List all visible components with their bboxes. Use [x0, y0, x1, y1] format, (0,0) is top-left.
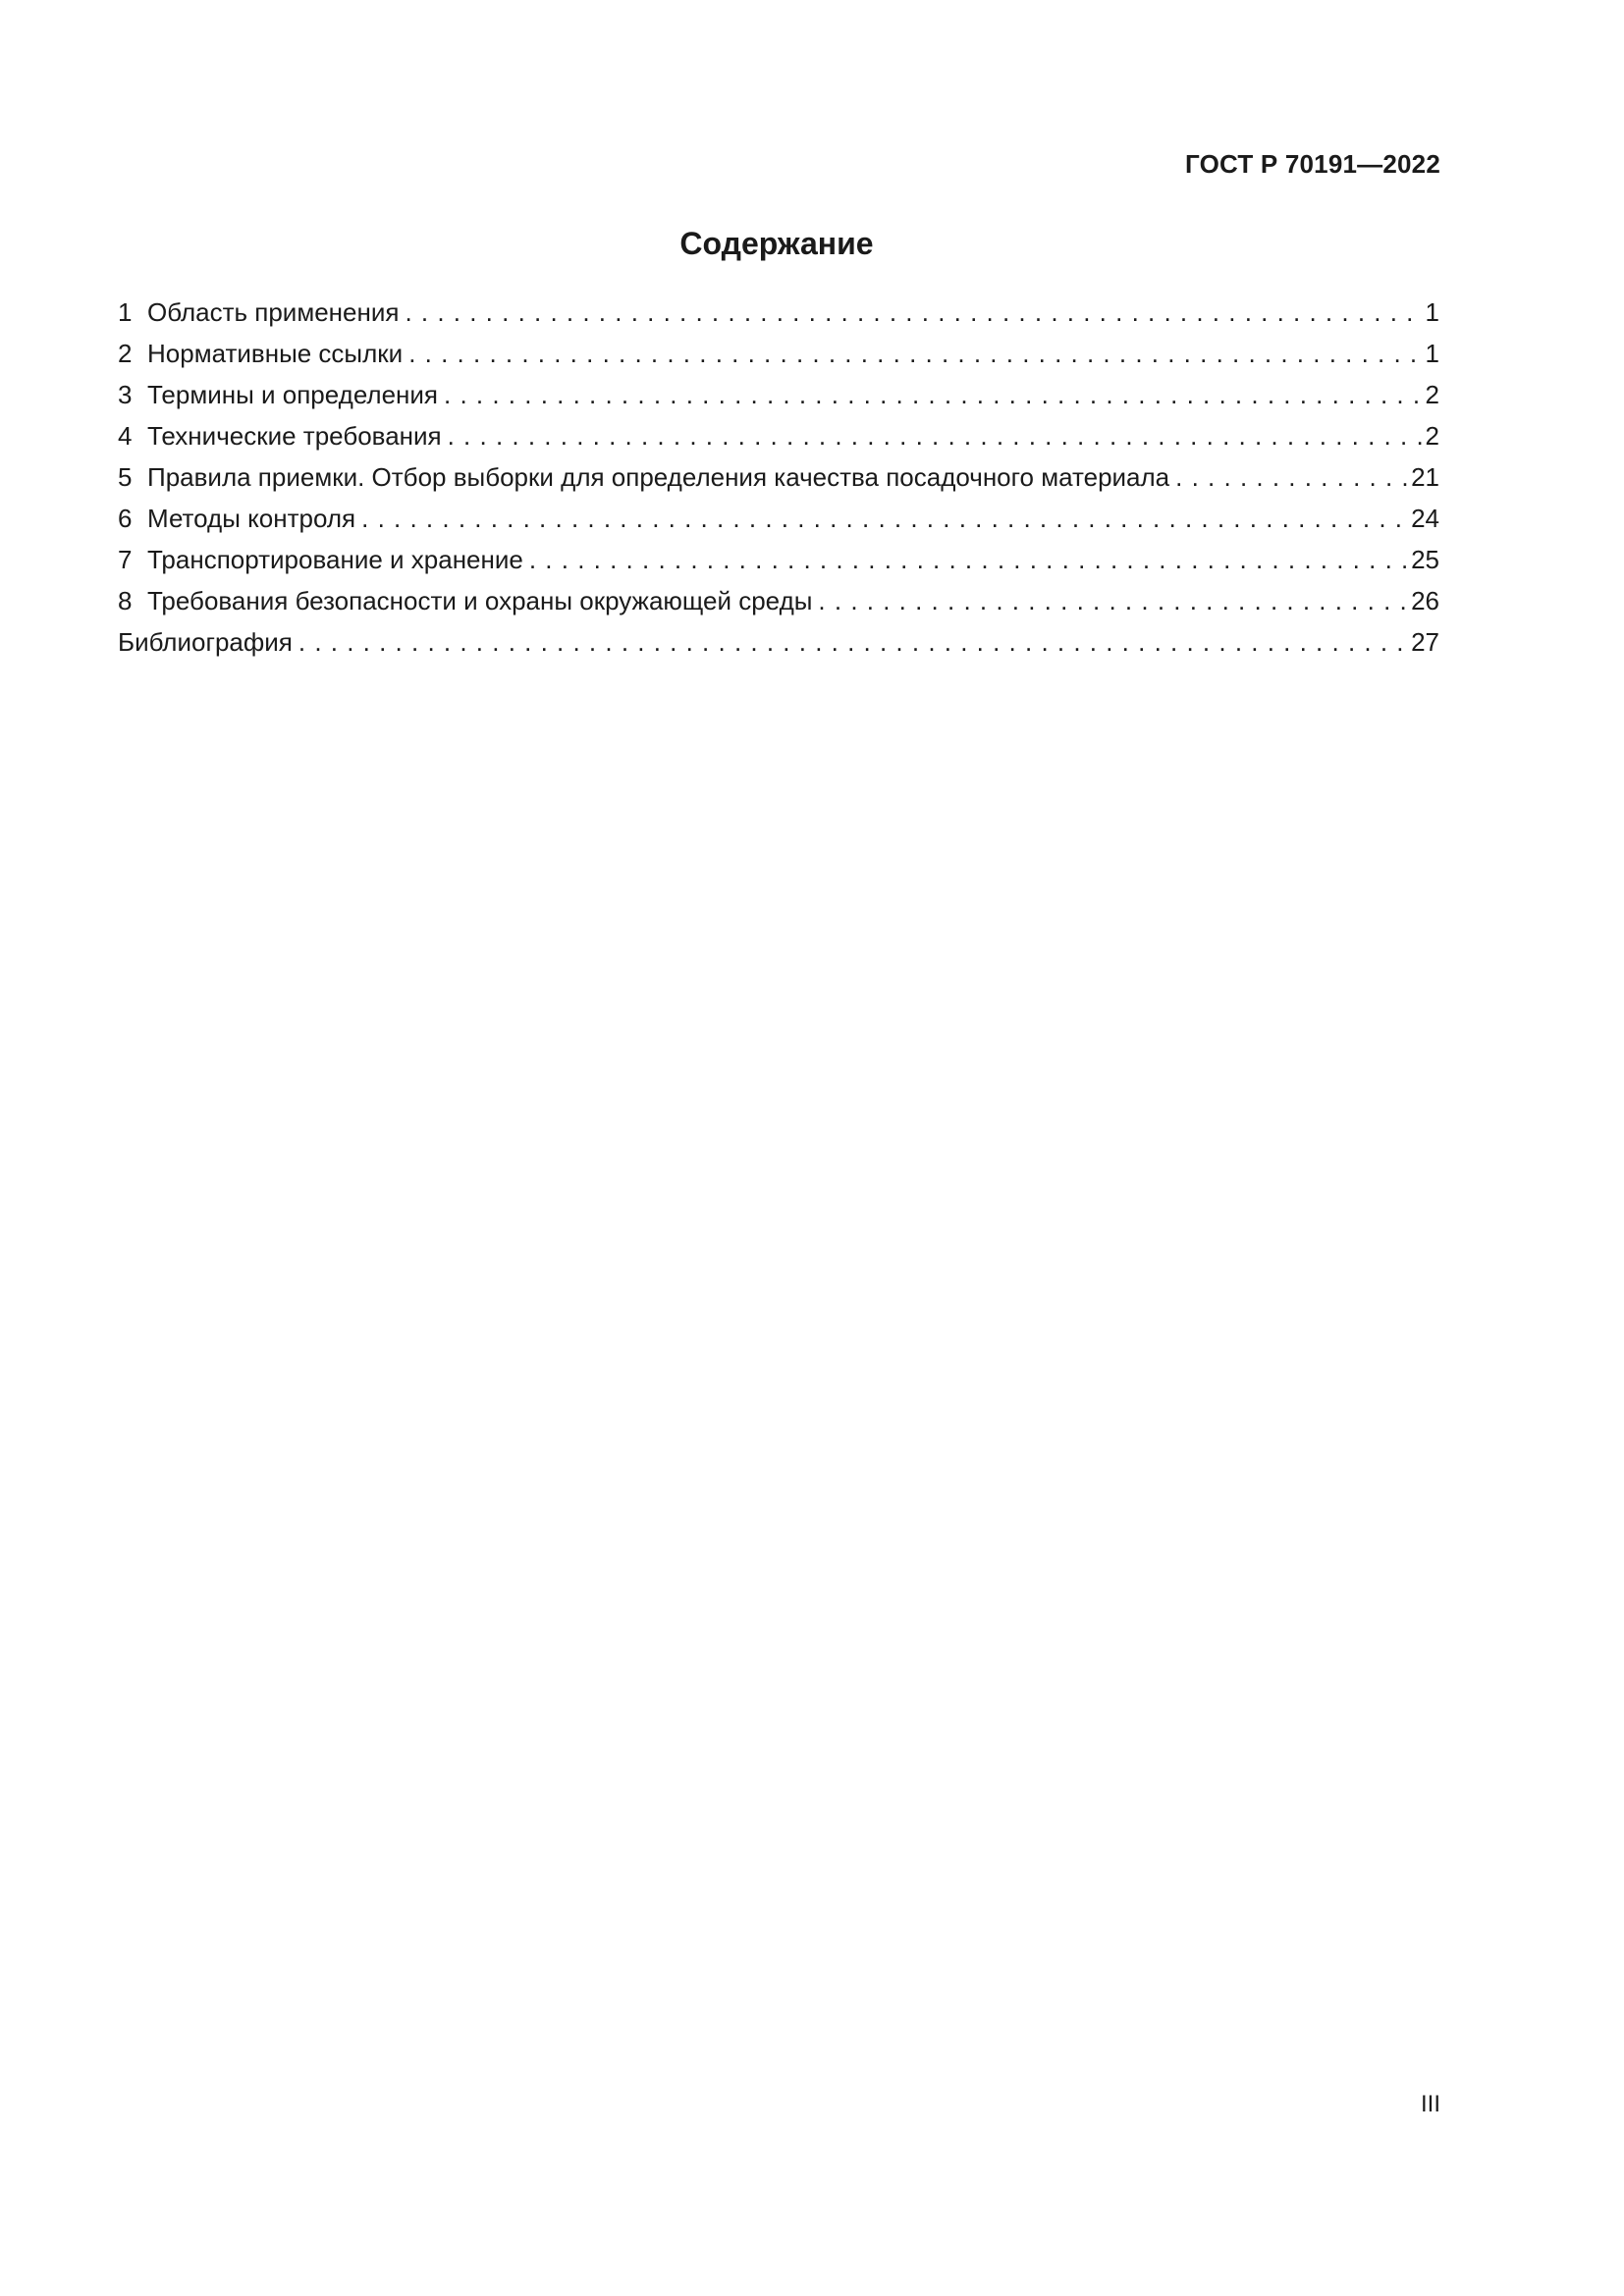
- toc-item[interactable]: [118, 460, 1439, 502]
- toc-item-label: Требования безопасности и охраны окружающей среды: [147, 586, 813, 615]
- toc-item-page: 27: [1411, 627, 1439, 657]
- toc-item-number: 4: [118, 421, 133, 451]
- toc-item-label: Термины и определения: [147, 380, 439, 409]
- toc-item[interactable]: [118, 337, 1439, 378]
- toc-leader-dots: [298, 625, 1407, 659]
- toc-item-label: Нормативные ссылки: [147, 339, 404, 368]
- toc-item[interactable]: [118, 625, 1439, 667]
- toc-item-number: 6: [118, 504, 133, 533]
- toc-leader-dots: [361, 502, 1407, 535]
- toc-item-label: Транспортирование и хранение: [147, 545, 523, 574]
- toc-item-page: 24: [1411, 504, 1439, 533]
- toc-item-number: 7: [118, 545, 133, 574]
- table-of-contents: [118, 295, 1439, 667]
- toc-item-number: 3: [118, 380, 133, 409]
- toc-item[interactable]: [118, 419, 1439, 460]
- toc-leader-dots: [405, 295, 1421, 329]
- toc-item[interactable]: [118, 378, 1439, 419]
- toc-item-number: 8: [118, 586, 133, 615]
- toc-item-page: 2: [1425, 421, 1439, 451]
- toc-item-label: Технические требования: [147, 421, 442, 451]
- toc-item-page: 26: [1411, 586, 1439, 615]
- toc-item-label: Библиография: [118, 627, 293, 657]
- toc-item-page: 25: [1411, 545, 1439, 574]
- toc-item[interactable]: [118, 295, 1439, 337]
- toc-leader-dots: [529, 543, 1407, 576]
- toc-title: Содержание: [679, 226, 874, 261]
- document-code: ГОСТ Р 70191—2022: [1185, 149, 1440, 179]
- toc-leader-dots: [448, 419, 1422, 453]
- toc-item-page: 1: [1425, 339, 1439, 368]
- toc-item-page: 1: [1425, 297, 1439, 327]
- toc-leader-dots: [444, 378, 1422, 411]
- toc-item-number: 5: [118, 462, 133, 492]
- toc-item[interactable]: [118, 584, 1439, 625]
- toc-leader-dots: [818, 584, 1407, 617]
- toc-leader-dots: [408, 337, 1421, 370]
- toc-item-number: 2: [118, 339, 133, 368]
- toc-item-label: Методы контроля: [147, 504, 356, 533]
- toc-item-page: 21: [1411, 462, 1439, 492]
- toc-item-page: 2: [1425, 380, 1439, 409]
- toc-item[interactable]: [118, 502, 1439, 543]
- page-number: III: [1420, 2091, 1440, 2117]
- toc-item-number: 1: [118, 297, 133, 327]
- toc-item-label: Правила приемки. Отбор выборки для определения качества посадочного материала: [147, 462, 1170, 492]
- toc-item[interactable]: [118, 543, 1439, 584]
- toc-item-label: Область применения: [147, 297, 400, 327]
- toc-leader-dots: [1175, 460, 1407, 494]
